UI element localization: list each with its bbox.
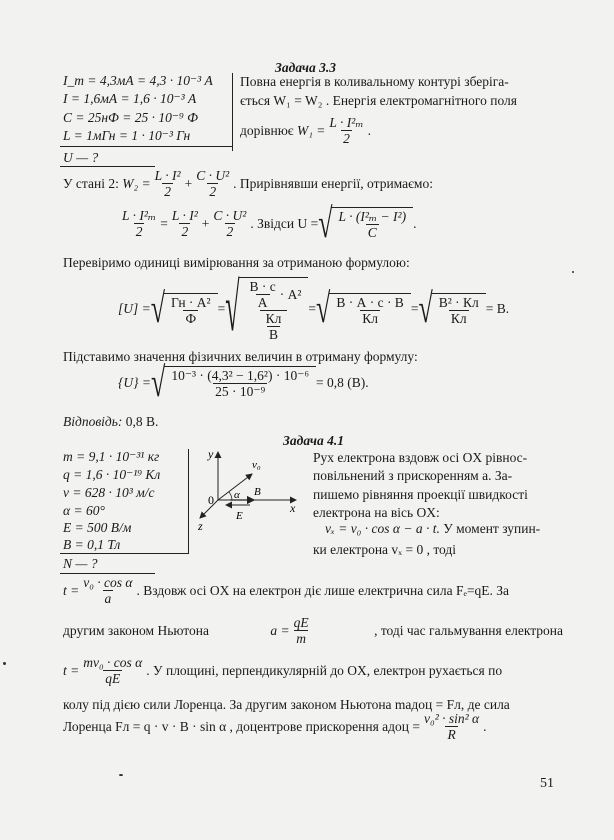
denominator: 2 xyxy=(226,224,234,239)
page-number: 51 xyxy=(540,776,554,791)
given-item: C = 25нФ = 25 · 10⁻⁹ Ф xyxy=(63,110,198,125)
denominator: 25 · 10⁻⁹ xyxy=(215,384,266,399)
text-fragment: = В. xyxy=(485,301,510,316)
square-root: √ $\frac{В \cdot с}{А}$ · А² $\frac{Кл}{В}$ xyxy=(225,277,308,342)
answer-label: Відповідь: xyxy=(63,414,123,429)
square-root: √ $\frac{\text{10⁻³ · (4,3² − 1,6²) · 10⁻⁶}}{\text{25 · 10⁻⁹}}$ xyxy=(151,366,316,399)
square-root: √ $\frac{\text{В² · Кл}}{Кл}$ xyxy=(418,293,485,326)
given-divider-vertical xyxy=(232,73,233,151)
given-item: q = 1,6 · 10⁻¹⁹ Кл xyxy=(63,467,161,482)
fraction xyxy=(211,208,248,239)
text-fragment: . Звідси U = xyxy=(250,215,319,231)
energy-formula-line: дорівнює W₁ = $\frac{\text{L · I²ₘ}}{2}$ . xyxy=(240,115,372,146)
denominator: 2 xyxy=(135,224,143,239)
numerator: v₀² · sin² α xyxy=(424,711,480,726)
denominator: 2 xyxy=(209,184,217,199)
denominator: a xyxy=(104,591,112,606)
denominator: m xyxy=(296,631,307,646)
numerator: 10⁻³ · (4,3² − 1,6²) · 10⁻⁶ xyxy=(171,368,310,383)
lorentz-line xyxy=(63,711,487,742)
find-item: N — ? xyxy=(63,556,98,571)
state2-line xyxy=(63,168,433,199)
given-divider-horizontal xyxy=(60,146,232,147)
denominator: 2 xyxy=(343,131,350,146)
numerator: qE xyxy=(293,615,309,630)
origin-label: 0 xyxy=(208,493,214,507)
text-fragment: , тоді час гальмування електрона xyxy=(374,622,563,638)
x-label: x xyxy=(290,501,296,515)
denominator: R xyxy=(447,727,456,742)
velocity-equation-line xyxy=(325,521,540,537)
formula-lhs: a = xyxy=(270,622,290,638)
text-line: колу під дією сили Лоренца. За другим законом Ньютона maдоц = Fл, де сила xyxy=(63,697,510,712)
numerator: L · I²ₘ xyxy=(122,208,157,223)
denominator: C xyxy=(367,225,377,240)
velocity-field-diagram xyxy=(192,448,307,543)
text-fragment: Лоренца Fл = q · v · B · sin α , доцентрове прискорення aдоц = xyxy=(63,718,421,734)
text-line: Перевіримо одиниці вимірювання за отриманою формулою: xyxy=(63,255,410,270)
denominator: qE xyxy=(105,671,121,686)
denominator: Ф xyxy=(185,310,197,326)
given-item: α = 60° xyxy=(63,503,105,518)
text-fragment: . xyxy=(483,718,487,734)
text-line: пишемо рівняння проекції швидкості xyxy=(313,487,528,502)
fraction xyxy=(170,208,200,239)
given-item: I_m = 4,3мА = 4,3 · 10⁻³ А xyxy=(63,73,213,88)
alpha-label: α xyxy=(234,489,240,501)
given-item: m = 9,1 · 10⁻³¹ кг xyxy=(63,449,160,464)
text-fragment: . Прирівнявши енергії, отримаємо: xyxy=(233,175,433,191)
formula-lhs: [U] = xyxy=(118,301,151,316)
text-line: повільнений з прискоренням a. За- xyxy=(313,468,513,483)
denominator: 2 xyxy=(181,224,189,239)
braking-time-line xyxy=(63,655,502,686)
given-item: B = 0,1 Тл xyxy=(63,537,121,552)
denominator: 2 xyxy=(164,184,171,199)
time-formula-line xyxy=(63,575,509,606)
formula-lhs: t = xyxy=(63,662,80,678)
formula-lhs: W₂ = xyxy=(122,175,151,191)
b-label: B xyxy=(254,486,261,498)
y-label: y xyxy=(208,448,214,461)
find-underline xyxy=(60,166,155,167)
units-check-line: [U] = √ $\frac{\text{Гн · А²}}{Ф}$ = √ $\frac{В \cdot с}{А}$ · А² $\frac{Кл}{В}$ = √ $\frac{В \cdot А \cdot с \cdot В}{Кл}$ = √ $\frac{\text{В² · Кл}}{Кл}$ = В. xyxy=(118,270,510,346)
fraction xyxy=(81,655,144,686)
fraction xyxy=(120,208,158,239)
formula-lhs: {U} = xyxy=(118,374,152,390)
fraction xyxy=(327,115,365,146)
denominator: А xyxy=(257,294,268,310)
find-item: U — ? xyxy=(63,150,99,165)
denominator: Кл xyxy=(450,310,467,326)
fraction xyxy=(81,575,134,606)
energy-equality-line: $\frac{\text{L · I²ₘ}}{2}$ = $\frac{\text{L · I²}}{2}$ + $\frac{\text{C · U²}}{2}$ . Звідси U = √ $\frac{\text{L · (I²ₘ − I²)}}{C}$ . xyxy=(122,199,417,246)
fraction xyxy=(194,168,231,199)
formula: vₓ = v₀ · cos α − a · t. xyxy=(325,521,440,536)
scan-speck xyxy=(119,774,123,776)
square-root: √ $\frac{В \cdot А \cdot с \cdot В}{Кл}$ xyxy=(316,293,411,326)
numerator: В² · Кл xyxy=(438,294,479,310)
numerator: C · U² xyxy=(196,168,230,183)
denominator: Кл xyxy=(362,310,378,326)
fraction xyxy=(153,168,183,199)
text-fragment: . Вздовж осі OX на електрон діє лише електрична сила Fₑ=qE. За xyxy=(136,582,510,598)
square-root: √ $\frac{\text{L · (I²ₘ − I²)}}{C}$ xyxy=(318,207,413,240)
formula-lhs: W₁ = xyxy=(296,122,326,138)
text-fragment: У момент зупин- xyxy=(443,521,541,536)
text-line: ється W₁ = W₂ . Енергія електромагнітного поля xyxy=(240,93,517,108)
e-label: E xyxy=(236,510,243,522)
numerator: Кл xyxy=(265,310,282,326)
given-item: I = 1,6мА = 1,6 · 10⁻³ А xyxy=(63,91,197,106)
numerator: v₀ · cos α xyxy=(83,575,133,590)
operator: + xyxy=(201,215,210,231)
text-line: ки електрона vₓ = 0 , тоді xyxy=(313,542,457,557)
formula-lhs: t = xyxy=(63,582,80,598)
text-fragment: У стані 2: xyxy=(63,175,119,191)
text-line: Рух електрона вздовж осі OX рівнос- xyxy=(313,450,528,465)
task-4-1-title: Задача 4.1 xyxy=(283,433,344,448)
text-line: Повна енергія в коливальному контурі зберіга- xyxy=(240,74,509,89)
newton-line xyxy=(63,615,563,646)
find-underline xyxy=(60,573,155,574)
denominator: В xyxy=(268,326,278,342)
numerator: L · (I²ₘ − I²) xyxy=(338,209,407,224)
z-label: z xyxy=(198,519,203,533)
numerator: В · А · с · В xyxy=(336,294,404,310)
numerator: mv₀ · cos α xyxy=(83,655,143,670)
text-line: Підставимо значення фізичних величин в отриману формулу: xyxy=(63,349,418,364)
text-fragment: дорівнює xyxy=(240,122,294,138)
scan-speck xyxy=(572,271,574,273)
numerator: C · U² xyxy=(213,208,247,223)
given-item: L = 1мГн = 1 · 10⁻³ Гн xyxy=(63,128,191,143)
answer-line xyxy=(63,414,158,430)
v0-label: v₀ xyxy=(252,459,261,471)
given-item: v = 628 · 10³ м/с xyxy=(63,485,155,500)
text-fragment: другим законом Ньютона xyxy=(63,622,209,638)
numerator: Гн · А² xyxy=(171,294,211,310)
text-line: електрона на вісь OX: xyxy=(313,505,440,520)
fraction xyxy=(292,615,311,646)
square-root: √ $\frac{\text{Гн · А²}}{Ф}$ xyxy=(151,293,218,326)
given-item: E = 500 В/м xyxy=(63,520,132,535)
numerator: L · I² xyxy=(171,208,198,223)
angle-arc xyxy=(229,492,232,500)
text-fragment: · А² xyxy=(279,286,302,302)
task-3-3-title: Задача 3.3 xyxy=(275,60,336,75)
scan-speck xyxy=(3,662,6,665)
operator: = xyxy=(160,215,168,231)
substitution-line xyxy=(118,358,369,405)
numerator: В · с xyxy=(249,278,276,294)
text-fragment: . У площині, перпендикулярній до OX, електрон рухається по xyxy=(146,662,503,678)
given-divider-horizontal xyxy=(60,553,188,554)
numerator: L · I² xyxy=(154,168,181,183)
fraction xyxy=(422,711,481,742)
numerator: L · I²ₘ xyxy=(329,115,364,130)
answer-value: 0,8 В. xyxy=(125,414,159,429)
text-fragment: = 0,8 (В). xyxy=(316,374,369,390)
given-divider-vertical xyxy=(188,449,189,554)
operator: + xyxy=(184,175,193,191)
